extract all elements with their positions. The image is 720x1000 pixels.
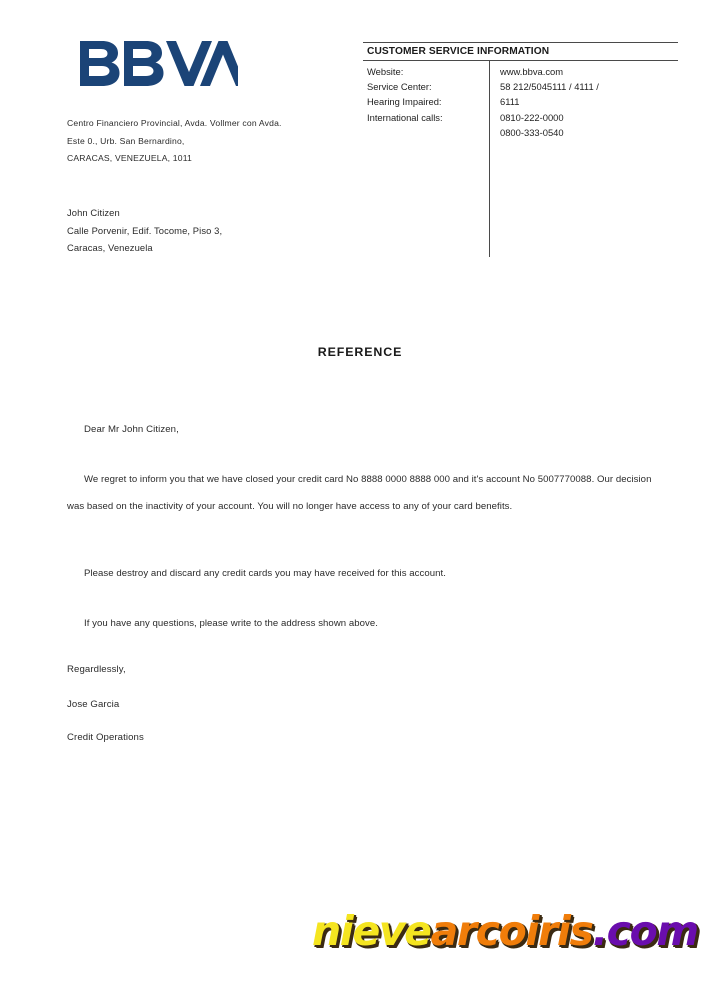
salutation: Dear Mr John Citizen, <box>84 424 179 435</box>
recipient-address <box>67 204 397 257</box>
signoff-name: Jose Garcia <box>67 699 120 710</box>
signoff-closing: Regardlessly, <box>67 664 126 675</box>
cs-value: 58 212/5045111 / 4111 / <box>500 81 599 93</box>
cs-label: Hearing Impaired: <box>367 96 442 108</box>
recipient-name: John Citizen <box>67 207 120 218</box>
watermark-part-two: arcoiris <box>430 907 593 955</box>
cs-label: International calls: <box>367 111 443 123</box>
watermark <box>312 907 698 955</box>
reference-heading: REFERENCE <box>317 345 403 359</box>
cs-label: Service Center: <box>367 81 432 93</box>
customer-service-values <box>489 64 599 140</box>
cs-value: 0800-333-0540 <box>500 126 564 138</box>
recipient-address-line: Caracas, Venezuela <box>67 242 153 253</box>
cs-label: Website: <box>367 66 404 77</box>
cs-value: 0810-222-0000 <box>500 111 564 123</box>
paragraph-destroy-cards: Please destroy and discard any credit cards you may have received for this account. <box>84 568 446 579</box>
watermark-part-three: .com <box>592 907 698 955</box>
sender-address <box>67 115 357 168</box>
customer-service-labels <box>363 64 489 140</box>
table-vertical-divider <box>489 61 490 257</box>
paragraph-questions: If you have any questions, please write to the address shown above. <box>84 618 379 629</box>
bbva-logo-icon <box>78 38 238 92</box>
paragraph-closure-notice: We regret to inform you that we have closed your credit card No 8888 0000 8888 000 and it's account No 5007770088. Our decision was based on the inactivity of your account. You will no longer have access to any of your card benefits. <box>67 474 652 512</box>
customer-service-box <box>363 42 678 140</box>
recipient-address-line: Calle Porvenir, Edif. Tocome, Piso 3, <box>67 224 223 236</box>
signoff-department: Credit Operations <box>67 732 144 743</box>
customer-service-title: CUSTOMER SERVICE INFORMATION <box>367 46 550 57</box>
sender-address-line: CARACAS, VENEZUELA, 1011 <box>67 153 192 163</box>
cs-value-website: www.bbva.com <box>500 66 564 77</box>
sender-address-line: Centro Financiero Provincial, Avda. Vollmer con Avda. <box>67 118 282 128</box>
customer-service-body <box>363 61 678 140</box>
cs-value: 6111 <box>500 96 520 108</box>
sender-address-line: Este 0., Urb. San Bernardino, <box>67 135 185 146</box>
watermark-part-one: nieve <box>312 907 431 955</box>
